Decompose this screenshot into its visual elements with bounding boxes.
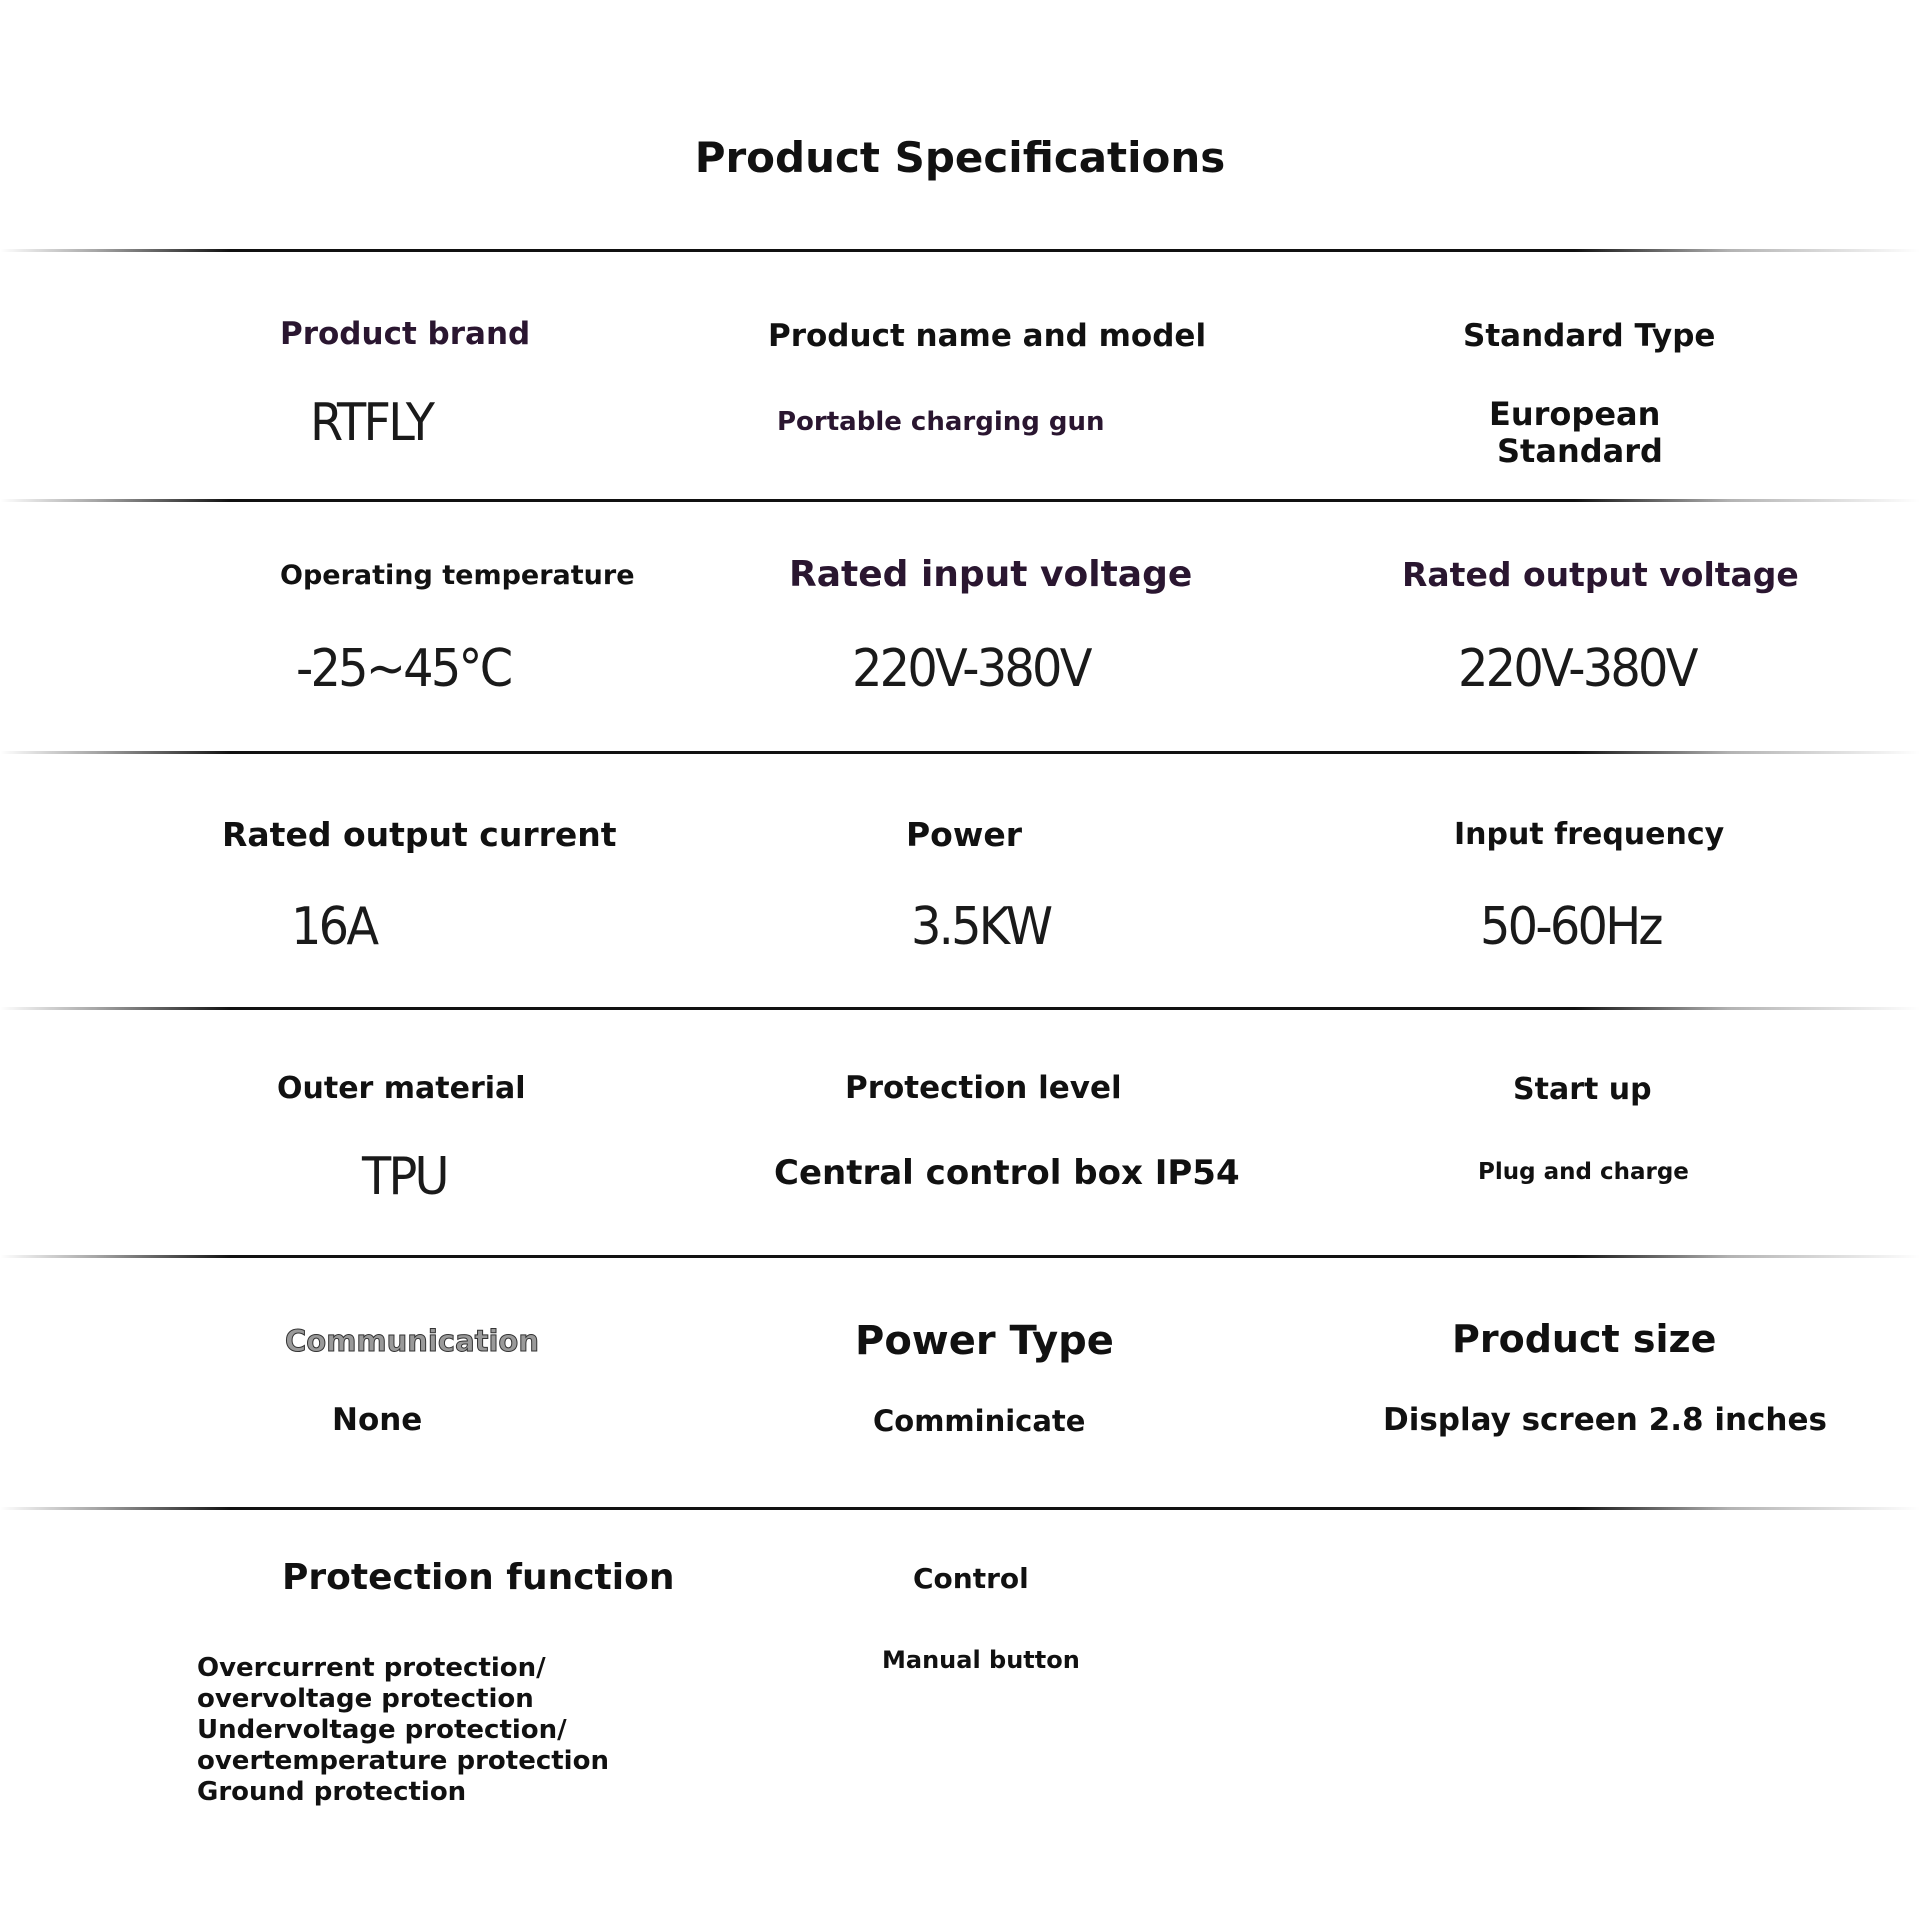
spec-value-rated-output-voltage: 220V-380V	[1458, 639, 1696, 699]
spec-label-rated-output-current: Rated output current	[222, 815, 617, 854]
spec-label-power: Power	[906, 815, 1022, 854]
spec-value-protection-function-line5: Ground protection	[197, 1777, 467, 1807]
spec-value-protection-function-line3: Undervoltage protection/	[197, 1715, 567, 1745]
spec-value-input-frequency: 50-60Hz	[1480, 897, 1661, 957]
spec-label-communication: Communication	[285, 1324, 540, 1358]
spec-label-protection-level: Protection level	[845, 1070, 1122, 1106]
spec-value-rated-output-current: 16A	[291, 897, 377, 957]
divider	[0, 499, 1920, 502]
spec-value-operating-temperature: -25~45°C	[296, 639, 511, 699]
spec-label-product-name-model: Product name and model	[768, 318, 1207, 354]
spec-label-protection-function: Protection function	[282, 1557, 675, 1598]
page-title: Product Specifications	[694, 133, 1226, 182]
spec-value-outer-material: TPU	[362, 1147, 447, 1207]
spec-value-standard-type-line2: Standard	[1497, 432, 1663, 470]
spec-label-control: Control	[913, 1562, 1029, 1595]
spec-label-product-brand: Product brand	[280, 316, 531, 352]
divider	[0, 1255, 1920, 1258]
spec-value-control: Manual button	[882, 1646, 1080, 1674]
spec-value-protection-function-line1: Overcurrent protection/	[197, 1653, 546, 1683]
spec-value-protection-function-line2: overvoltage protection	[197, 1684, 534, 1714]
spec-value-rated-input-voltage: 220V-380V	[852, 639, 1090, 699]
spec-value-product-brand: RTFLY	[310, 393, 433, 453]
spec-label-product-size: Product size	[1452, 1317, 1717, 1361]
divider	[0, 1007, 1920, 1010]
spec-label-rated-output-voltage: Rated output voltage	[1402, 555, 1799, 594]
spec-value-product-size: Display screen 2.8 inches	[1383, 1402, 1827, 1438]
spec-value-protection-level: Central control box IP54	[774, 1153, 1240, 1193]
spec-label-rated-input-voltage: Rated input voltage	[789, 554, 1193, 595]
spec-value-communication: None	[332, 1402, 423, 1438]
spec-value-product-name-model: Portable charging gun	[777, 407, 1105, 437]
spec-label-outer-material: Outer material	[277, 1071, 526, 1106]
spec-label-operating-temperature: Operating temperature	[280, 560, 635, 591]
spec-label-power-type: Power Type	[855, 1318, 1114, 1364]
spec-label-start-up: Start up	[1513, 1072, 1652, 1107]
spec-label-input-frequency: Input frequency	[1454, 817, 1725, 852]
spec-value-power: 3.5KW	[911, 897, 1051, 957]
divider	[0, 1507, 1920, 1510]
spec-value-power-type: Comminicate	[873, 1404, 1086, 1438]
spec-value-start-up: Plug and charge	[1478, 1159, 1689, 1185]
divider	[0, 249, 1920, 252]
divider	[0, 751, 1920, 754]
spec-label-standard-type: Standard Type	[1463, 318, 1716, 354]
spec-value-standard-type-line1: European	[1489, 395, 1661, 433]
spec-value-protection-function-line4: overtemperature protection	[197, 1746, 609, 1776]
